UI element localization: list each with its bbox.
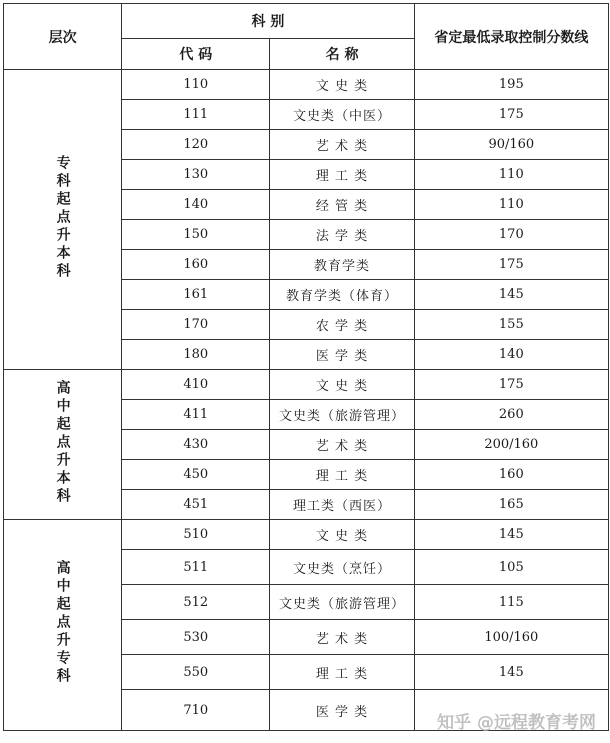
score-cell: 100/160 [414, 620, 608, 655]
score-cell: 145 [414, 520, 608, 550]
score-cell: 160 [414, 460, 608, 490]
name-cell: 医 学 类 [270, 340, 414, 370]
header-score: 省定最低录取控制分数线 [414, 4, 608, 70]
code-cell: 161 [122, 280, 270, 310]
code-cell: 150 [122, 220, 270, 250]
score-cell: 165 [414, 490, 608, 520]
code-cell: 511 [122, 550, 270, 585]
code-cell: 140 [122, 190, 270, 220]
score-cell: 170 [414, 220, 608, 250]
name-cell: 艺 术 类 [270, 620, 414, 655]
name-cell: 教育学类（体育） [270, 280, 414, 310]
name-cell: 法 学 类 [270, 220, 414, 250]
header-category: 科 别 [122, 4, 414, 39]
code-cell: 110 [122, 70, 270, 100]
level-label: 高中起点升专科 [54, 560, 71, 686]
code-cell: 512 [122, 585, 270, 620]
header-level: 层次 [4, 4, 122, 70]
code-cell: 451 [122, 490, 270, 520]
name-cell: 医 学 类 [270, 690, 414, 731]
score-cell: 175 [414, 250, 608, 280]
score-cell: 110 [414, 190, 608, 220]
name-cell: 理 工 类 [270, 160, 414, 190]
name-cell: 文史类（旅游管理） [270, 585, 414, 620]
name-cell: 艺 术 类 [270, 430, 414, 460]
code-cell: 160 [122, 250, 270, 280]
name-cell: 艺 术 类 [270, 130, 414, 160]
score-cell: 145 [414, 655, 608, 690]
score-cell: 90/160 [414, 130, 608, 160]
score-cell: 105 [414, 550, 608, 585]
score-cell: 155 [414, 310, 608, 340]
header-code: 代 码 [122, 39, 270, 70]
name-cell: 文史类（旅游管理） [270, 400, 414, 430]
score-cell: 175 [414, 370, 608, 400]
code-cell: 120 [122, 130, 270, 160]
code-cell: 510 [122, 520, 270, 550]
name-cell: 文史类（中医） [270, 100, 414, 130]
code-cell: 450 [122, 460, 270, 490]
code-cell: 111 [122, 100, 270, 130]
score-cell: 175 [414, 100, 608, 130]
name-cell: 理工类（西医） [270, 490, 414, 520]
name-cell: 文史类（烹饪） [270, 550, 414, 585]
code-cell: 180 [122, 340, 270, 370]
name-cell: 教育学类 [270, 250, 414, 280]
code-cell: 130 [122, 160, 270, 190]
code-cell: 170 [122, 310, 270, 340]
score-cell: 110 [414, 160, 608, 190]
level-label: 高中起点升本科 [54, 379, 71, 506]
name-cell: 文 史 类 [270, 70, 414, 100]
code-cell: 430 [122, 430, 270, 460]
score-cell: 115 [414, 585, 608, 620]
table-row [4, 520, 609, 550]
table-row [4, 70, 609, 100]
score-cell: 145 [414, 280, 608, 310]
name-cell: 文 史 类 [270, 370, 414, 400]
name-cell: 文 史 类 [270, 520, 414, 550]
score-cell: 140 [414, 340, 608, 370]
level-cell [4, 370, 122, 520]
level-label: 专科起点升本科 [54, 154, 71, 281]
name-cell: 理 工 类 [270, 460, 414, 490]
score-cell: 260 [414, 400, 608, 430]
header-name: 名 称 [270, 39, 414, 70]
name-cell: 理 工 类 [270, 655, 414, 690]
table-body [4, 70, 609, 731]
admission-score-table [3, 3, 609, 731]
name-cell: 经 管 类 [270, 190, 414, 220]
code-cell: 710 [122, 690, 270, 731]
code-cell: 530 [122, 620, 270, 655]
score-cell: 195 [414, 70, 608, 100]
table-row [4, 370, 609, 400]
code-cell: 411 [122, 400, 270, 430]
score-cell: 200/160 [414, 430, 608, 460]
name-cell: 农 学 类 [270, 310, 414, 340]
code-cell: 550 [122, 655, 270, 690]
watermark: 知乎 @远程教育考网 [437, 713, 596, 733]
code-cell: 410 [122, 370, 270, 400]
level-cell [4, 70, 122, 370]
level-cell [4, 520, 122, 731]
